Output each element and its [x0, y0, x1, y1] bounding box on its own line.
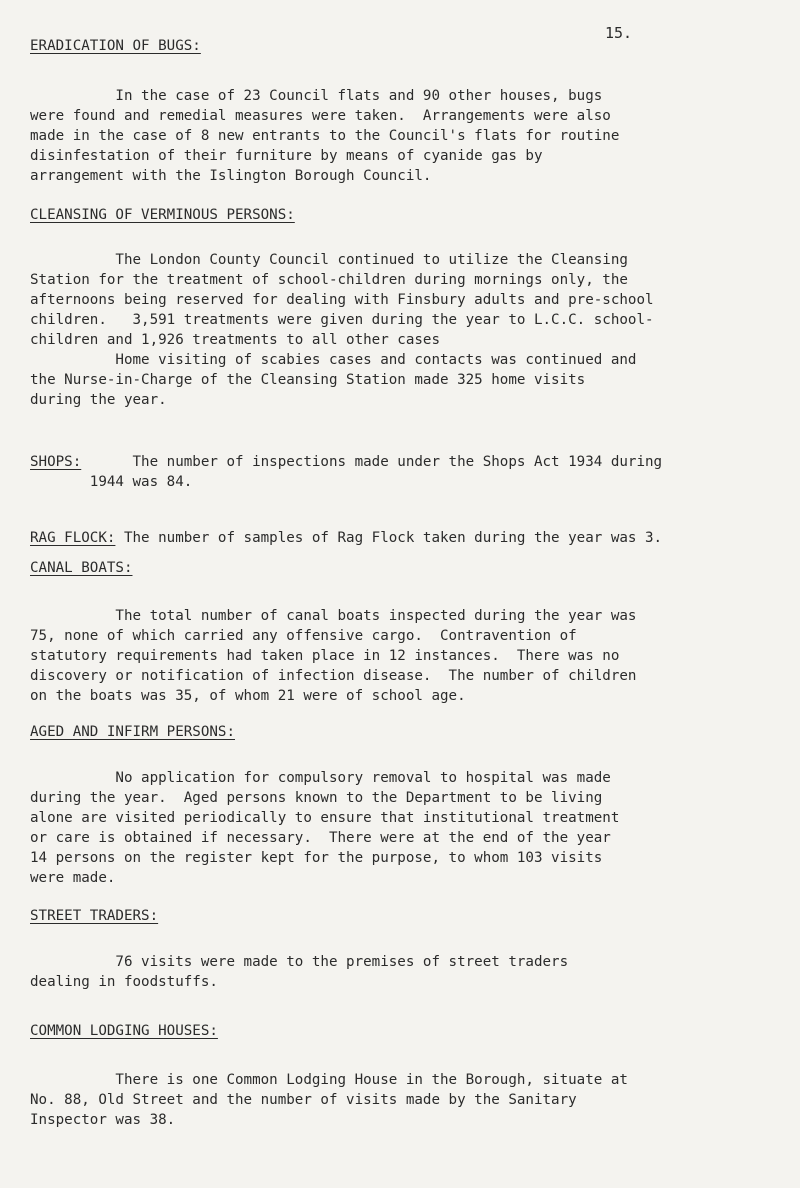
text-line: 14 persons on the register kept for the purpose, to whom 103 visits: [30, 850, 603, 866]
paragraph-aged-infirm: [30, 768, 795, 888]
text-line: arrangement with the Islington Borough Council.: [30, 168, 432, 184]
paragraph-cleansing-station: [30, 250, 795, 350]
text-line: afternoons being reserved for dealing with Finsbury adults and pre-school: [30, 292, 654, 308]
paragraph-common-lodging: [30, 1070, 795, 1130]
text-line: were made.: [30, 870, 116, 886]
text-line: were found and remedial measures were taken. Arrangements were also: [30, 108, 611, 124]
heading-common-lodging-houses: COMMON LODGING HOUSES:: [30, 1023, 218, 1039]
text-line: during the year. Aged persons known to the Department to be living: [30, 790, 603, 806]
text-line: No application for compulsory removal to hospital was made: [30, 770, 611, 786]
text-line: on the boats was 35, of whom 21 were of school age.: [30, 688, 466, 704]
text-line: children and 1,926 treatments to all other cases: [30, 332, 440, 348]
label-rag-flock: RAG FLOCK:: [30, 530, 116, 546]
text-line: children. 3,591 treatments were given during the year to L.C.C. school-: [30, 312, 654, 328]
text-line: In the case of 23 Council flats and 90 other houses, bugs: [30, 88, 603, 104]
paragraph-shops: [30, 452, 795, 492]
text-line: alone are visited periodically to ensure that institutional treatment: [30, 810, 620, 826]
text-line: dealing in foodstuffs.: [30, 974, 218, 990]
text-line: 75, none of which carried any offensive cargo. Contravention of: [30, 628, 577, 644]
page-number: 15.: [605, 24, 633, 42]
text-line: or care is obtained if necessary. There were at the end of the year: [30, 830, 611, 846]
text-line: No. 88, Old Street and the number of visits made by the Sanitary: [30, 1092, 577, 1108]
heading-eradication-of-bugs: ERADICATION OF BUGS:: [30, 38, 201, 54]
label-shops: SHOPS:: [30, 454, 82, 470]
text-line: Station for the treatment of school-children during mornings only, the: [30, 272, 628, 288]
text-line: 1944 was 84.: [30, 474, 193, 490]
text-line: during the year.: [30, 392, 167, 408]
heading-aged-infirm-persons: AGED AND INFIRM PERSONS:: [30, 724, 235, 740]
text-line: The total number of canal boats inspected during the year was: [30, 608, 637, 624]
text-line: made in the case of 8 new entrants to the Council's flats for routine: [30, 128, 620, 144]
text-line: There is one Common Lodging House in the Borough, situate at: [30, 1072, 628, 1088]
text-line: 76 visits were made to the premises of street traders: [30, 954, 569, 970]
text-line: [30, 528, 795, 548]
text-line: The London County Council continued to utilize the Cleansing: [30, 252, 628, 268]
text-line: disinfestation of their furniture by means of cyanide gas by: [30, 148, 543, 164]
heading-street-traders: STREET TRADERS:: [30, 908, 159, 924]
text-line: the Nurse-in-Charge of the Cleansing Station made 325 home visits: [30, 372, 586, 388]
text-line: [30, 452, 795, 472]
paragraph-bugs: [30, 86, 795, 186]
paragraph-rag-flock: [30, 528, 795, 548]
text-line: Inspector was 38.: [30, 1112, 176, 1128]
text-line: discovery or notification of infection disease. The number of children: [30, 668, 637, 684]
heading-canal-boats: CANAL BOATS:: [30, 560, 133, 576]
paragraph-canal-boats: [30, 606, 795, 706]
text-fragment: The number of samples of Rag Flock taken during the year was 3.: [115, 530, 663, 546]
paragraph-home-visiting: [30, 350, 795, 410]
text-fragment: The number of inspections made under the Shops Act 1934 during: [81, 454, 663, 470]
heading-cleansing-verminous-persons: CLEANSING OF VERMINOUS PERSONS:: [30, 207, 295, 223]
paragraph-street-traders: [30, 952, 795, 992]
text-line: Home visiting of scabies cases and contacts was continued and: [30, 352, 637, 368]
text-line: statutory requirements had taken place in 12 instances. There was no: [30, 648, 620, 664]
